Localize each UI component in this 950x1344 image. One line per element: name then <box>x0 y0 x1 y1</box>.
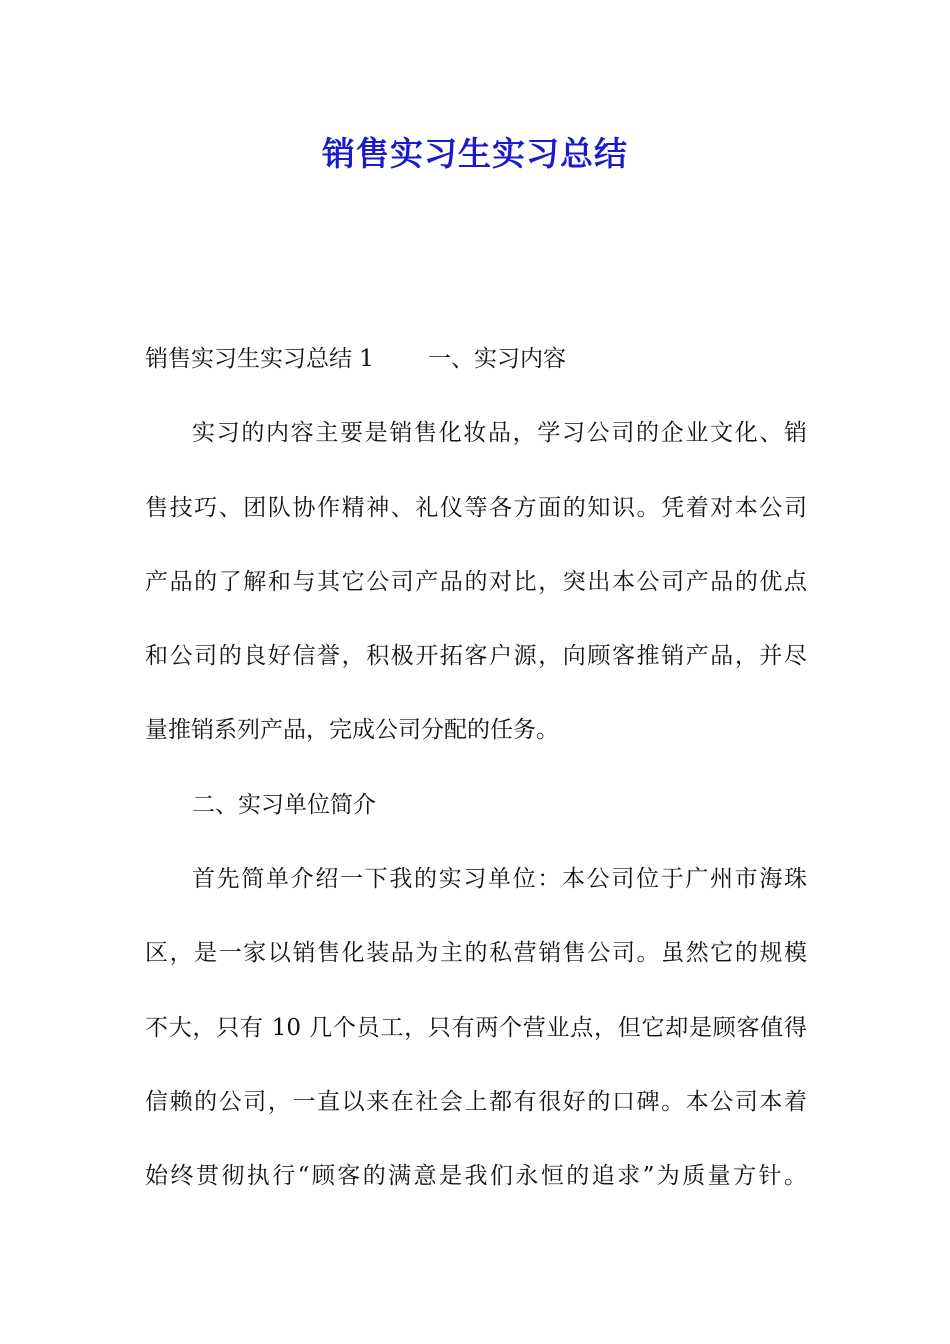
summary-number-label: 销售实习生实习总结 1 <box>145 346 374 372</box>
section-heading-line <box>145 335 807 409</box>
section1-heading: 一、实习内容 <box>427 346 566 372</box>
paragraph-line: 首先简单介绍一下我的实习单位：本公司位于广州市海珠 <box>192 866 807 893</box>
paragraph-2 <box>145 855 807 1226</box>
paragraph-line: 产品的了解和与其它公司产品的对比，突出本公司产品的优点 <box>145 568 807 595</box>
document-body <box>145 335 807 1227</box>
paragraph-line: 不大，只有 10 几个员工，只有两个营业点，但它却是顾客值得 <box>145 1014 807 1041</box>
paragraph-1 <box>145 409 807 780</box>
paragraph-line: 始终贯彻执行“顾客的满意是我们永恒的追求”为质量方针。 <box>145 1163 807 1190</box>
paragraph-line: 区，是一家以销售化装品为主的私营销售公司。虽然它的规模 <box>145 940 807 967</box>
section2-heading: 二、实习单位简介 <box>192 791 376 818</box>
paragraph-line: 量推销系列产品，完成公司分配的任务。 <box>145 717 559 744</box>
paragraph-line: 和公司的良好信誉，积极开拓客户源，向顾客推销产品，并尽 <box>145 643 807 670</box>
document-title: 销售实习生实习总结 <box>322 134 628 173</box>
paragraph-line: 实习的内容主要是销售化妆品，学习公司的企业文化、销 <box>192 420 807 447</box>
paragraph-line: 信赖的公司，一直以来在社会上都有很好的口碑。本公司本着 <box>145 1088 807 1115</box>
paragraph-line: 售技巧、团队协作精神、礼仪等各方面的知识。凭着对本公司 <box>145 494 807 521</box>
